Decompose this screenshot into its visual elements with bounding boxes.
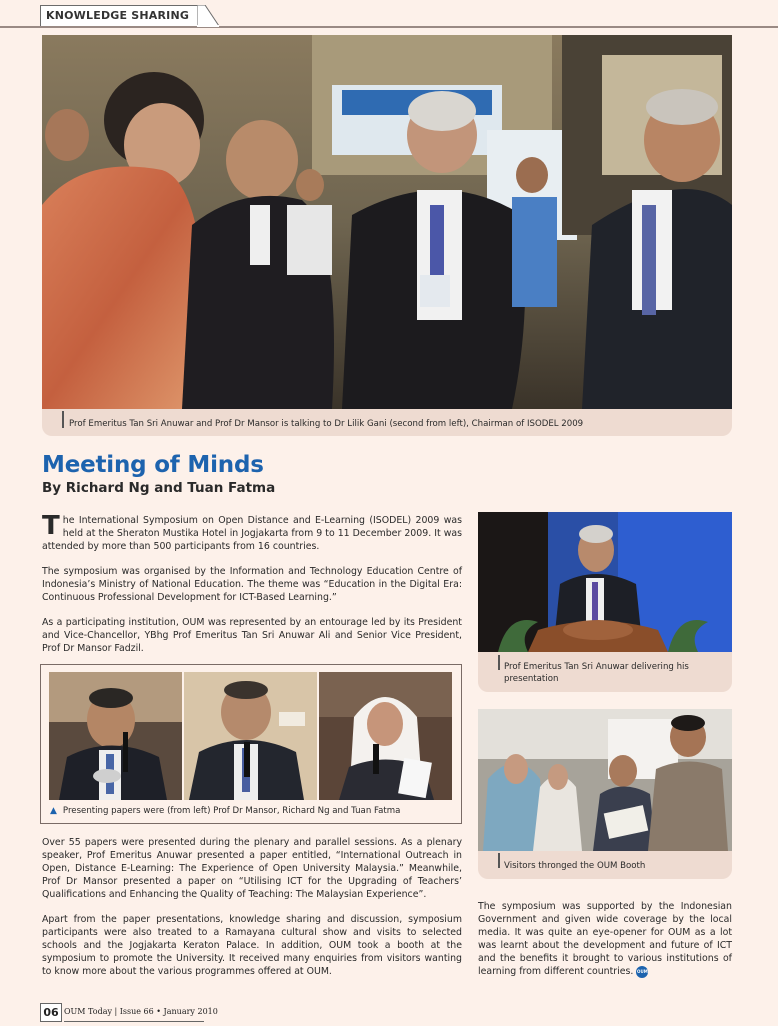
footer-publication: OUM Today | Issue 66 • January 2010	[64, 1007, 218, 1016]
article-title: Meeting of Minds	[42, 452, 264, 478]
paragraph-1	[42, 511, 462, 553]
side-photo-1	[478, 512, 732, 652]
paragraph-3: As a participating institution, OUM was represented by an entourage led by its President and Vice-Chancellor, YBhg Prof Emeritus Tan Sri Anuwar Ali and Senior Vice President, Prof Dr Mansor Fadzil.	[42, 617, 462, 654]
paragraph-6-text: The symposium was supported by the Indonesian Government and given wide coverage by the local media. It was quite an eye-opener for OUM as a lot was learnt about the development and future of ICT and the benefits it brought to various institutions of learning from different countries.	[478, 901, 732, 977]
side-photo-2-caption: Visitors thronged the OUM Booth	[504, 861, 646, 871]
footer-rule	[64, 1021, 204, 1022]
paragraph-6	[478, 900, 732, 978]
drop-cap: T	[42, 511, 60, 541]
section-tag-arrow-icon	[197, 5, 219, 27]
side-photo-2	[478, 709, 732, 851]
side-photo-1-caption: Prof Emeritus Tan Sri Anuwar delivering his presentation	[504, 662, 689, 684]
oum-logo-icon: OUM	[636, 966, 648, 978]
paragraph-4: Over 55 papers were presented during the plenary and parallel sessions. As a plenary speaker, Prof Emeritus Anuwar presented a paper entitled, “International Outreach in Open, Distance E-Learning: The Experience of Open University Malaysia.” Meanwhile, Prof Dr Mansor presented a paper on “Utilising ICT for the Upgrading of Teachers’ Qualifications and Enhancing the Quality of Teaching: The Malaysian Experience”.	[42, 837, 462, 900]
paragraph-5: Apart from the paper presentations, knowledge sharing and discussion, symposium participants were also treated to a Ramayana cultural show and visits to selected schools and the Jogjakarta Keraton Palace. In addition, OUM took a booth at the symposium to promote the University. It received many enquiries from visitors wanting to know more about the various programmes offered at OUM.	[42, 914, 462, 977]
inset-photo-1	[49, 672, 182, 800]
page-number: 06	[40, 1003, 62, 1022]
section-tag-label: KNOWLEDGE SHARING	[46, 9, 190, 22]
paragraph-2: The symposium was organised by the Information and Technology Education Centre of Indonesia’s Ministry of National Education. The theme was “Education in the Digital Era: Continuous Professional Development for ICT-Based Learning.”	[42, 566, 462, 603]
inset-caption	[50, 806, 400, 816]
side-photo-1-caption-box	[478, 652, 732, 692]
side-photo-2-caption-box	[478, 851, 732, 879]
caption-bar	[62, 411, 64, 428]
header-rule	[0, 26, 778, 28]
caption-bar	[498, 655, 500, 670]
section-tag	[40, 5, 198, 26]
paragraph-1-text: he International Symposium on Open Distance and E-Learning (ISODEL) 2009 was held at the Sheraton Mustika Hotel in Jogjakarta from 9 to 11 December 2009. It was attended by more than 500 participants from 16 countries.	[42, 515, 462, 552]
inset-photo-2	[184, 672, 317, 800]
main-photo	[42, 35, 732, 409]
article-byline: By Richard Ng and Tuan Fatma	[42, 480, 276, 496]
inset-caption-text: Presenting papers were (from left) Prof Dr Mansor, Richard Ng and Tuan Fatma	[62, 806, 401, 816]
main-photo-caption: Prof Emeritus Tan Sri Anuwar and Prof Dr Mansor is talking to Dr Lilik Gani (second from left), Chairman of ISODEL 2009	[69, 419, 584, 429]
main-photo-caption-box	[42, 409, 732, 436]
triangle-up-icon: ▲	[50, 806, 57, 816]
inset-photo-3	[319, 672, 452, 800]
caption-bar	[498, 853, 500, 868]
